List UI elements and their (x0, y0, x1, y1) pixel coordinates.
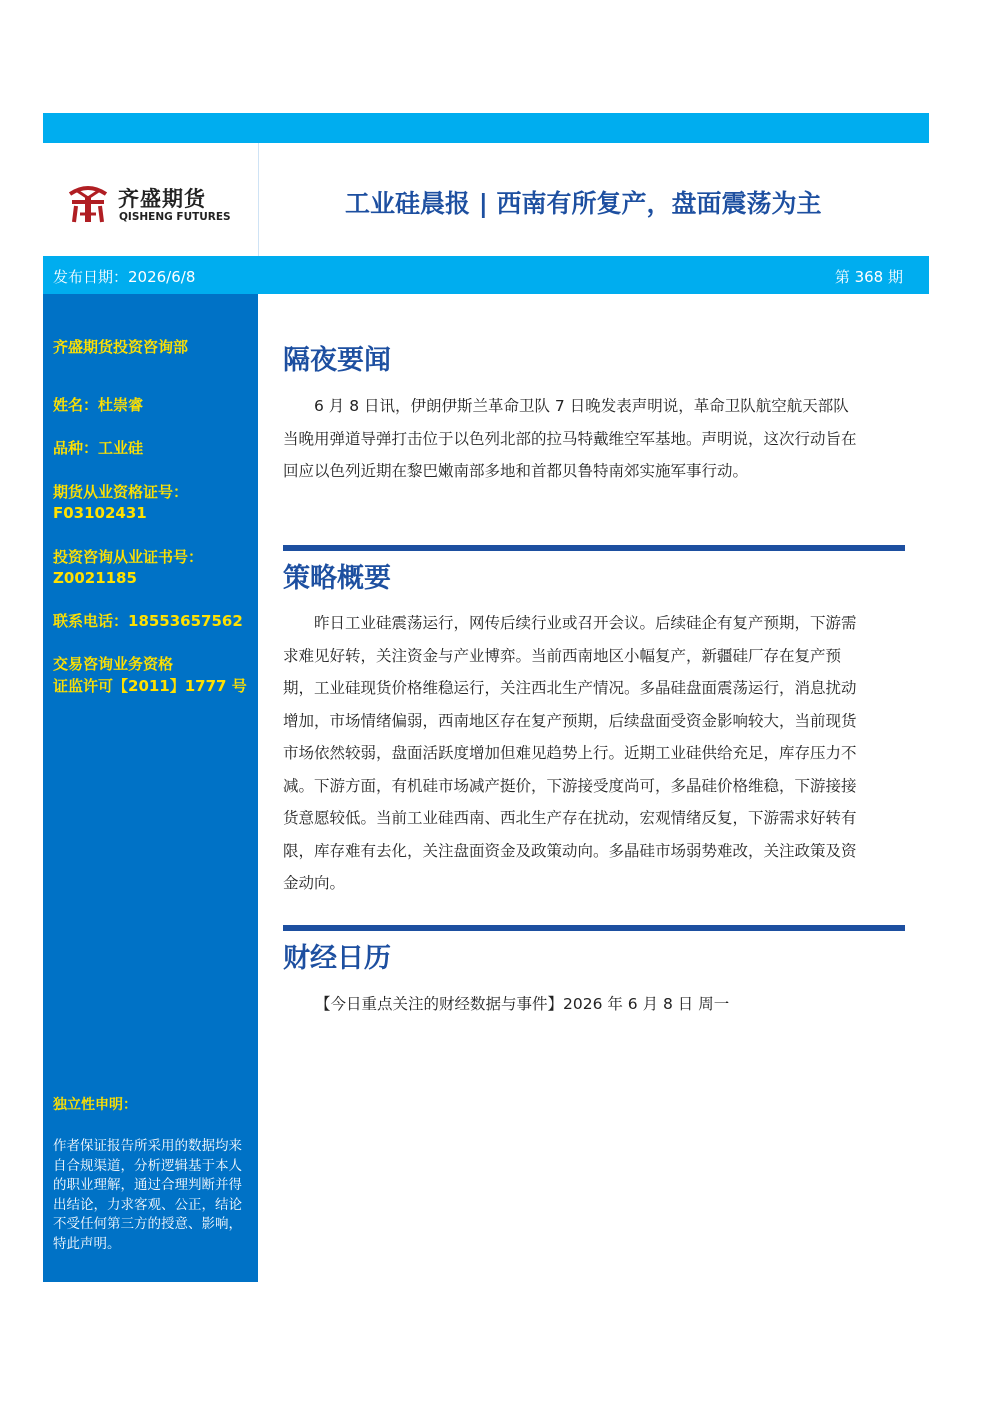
report-title: 工业硅晨报 | 西南有所复产，盘面震荡为主 (345, 189, 822, 218)
top-color-bar (43, 113, 929, 143)
strategy-paragraph: 昨日工业硅震荡运行，网传后续行业或召开会议。后续硅企有复产预期，下游需求难见好转，关注资金与产业博弈。当前西南地区小幅复产，新疆硅厂存在复产预期，工业硅现货价格维稳运行，关注西北生产情况。多晶硅盘面震荡运行，消息扰动增加，市场情绪偏弱，西南地区存在复产预期，后续盘面受资金影响较大，当前现货市场依然较弱，盘面活跃度增加但难见趋势上行。近期工业硅供给充足，库存压力不减。下游方面，有机硅市场减产挺价，下游接受度尚可，多晶硅价格维稳，下游接接货意愿较低。当前工业硅西南、西北生产存在扰动，宏观情绪反复，下游需求好转有限，库存难有去化，关注盘面资金及政策动向。多晶硅市场弱势难改，关注政策及资金动向。 (283, 614, 857, 892)
disclaimer-text: 作者保证报告所采用的数据均来自合规渠道，分析逻辑基于本人的职业理解，通过合理判断并得出结论，力求客观、公正，结论不受任何第三方的授意、影响，特此声明。 (53, 1138, 242, 1252)
futures-cert-label: 期货从业资格证号： (53, 483, 189, 501)
section-divider (283, 925, 905, 931)
disclaimer-title: 独立性申明： (53, 1097, 137, 1113)
qisheng-logo-icon (66, 180, 110, 226)
license-line-2: 证监许可【2011】1777 号 (53, 677, 247, 695)
date-bar (43, 256, 929, 294)
author-name: 姓名：杜崇睿 (53, 396, 144, 414)
variety: 品种：工业硅 (53, 439, 144, 457)
header-divider (258, 143, 259, 256)
brand-name-en: QISHENG FUTURES (119, 211, 231, 223)
brand-name-cn: 齐盛期货 (118, 187, 206, 211)
futures-cert-number: F03102431 (53, 504, 147, 522)
company-logo (66, 180, 246, 230)
news-heading: 隔夜要闻 (283, 345, 391, 376)
phone: 联系电话：18553657562 (53, 612, 243, 630)
invest-cert-label: 投资咨询从业证书号： (53, 548, 204, 566)
department: 齐盛期货投资咨询部 (53, 338, 189, 356)
publish-date: 发布日期：2026/6/8 (53, 268, 196, 286)
calendar-heading: 财经日历 (283, 943, 391, 974)
author-sidebar (43, 294, 258, 1282)
issue-number: 第 368 期 (834, 268, 903, 286)
invest-cert-number: Z0021185 (53, 569, 137, 587)
section-divider (283, 545, 905, 551)
calendar-line: 【今日重点关注的财经数据与事件】2026 年 6 月 8 日 周一 (315, 995, 730, 1013)
license-line-1: 交易咨询业务资格 (53, 655, 174, 673)
news-paragraph: 6 月 8 日讯，伊朗伊斯兰革命卫队 7 日晚发表声明说，革命卫队航空航天部队当晚用弹道导弹打击位于以色列北部的拉马特戴维空军基地。声明说，这次行动旨在回应以色列近期在黎巴嫩南部多地和首都贝鲁特南郊实施军事行动。 (283, 397, 857, 480)
strategy-heading: 策略概要 (283, 563, 391, 594)
